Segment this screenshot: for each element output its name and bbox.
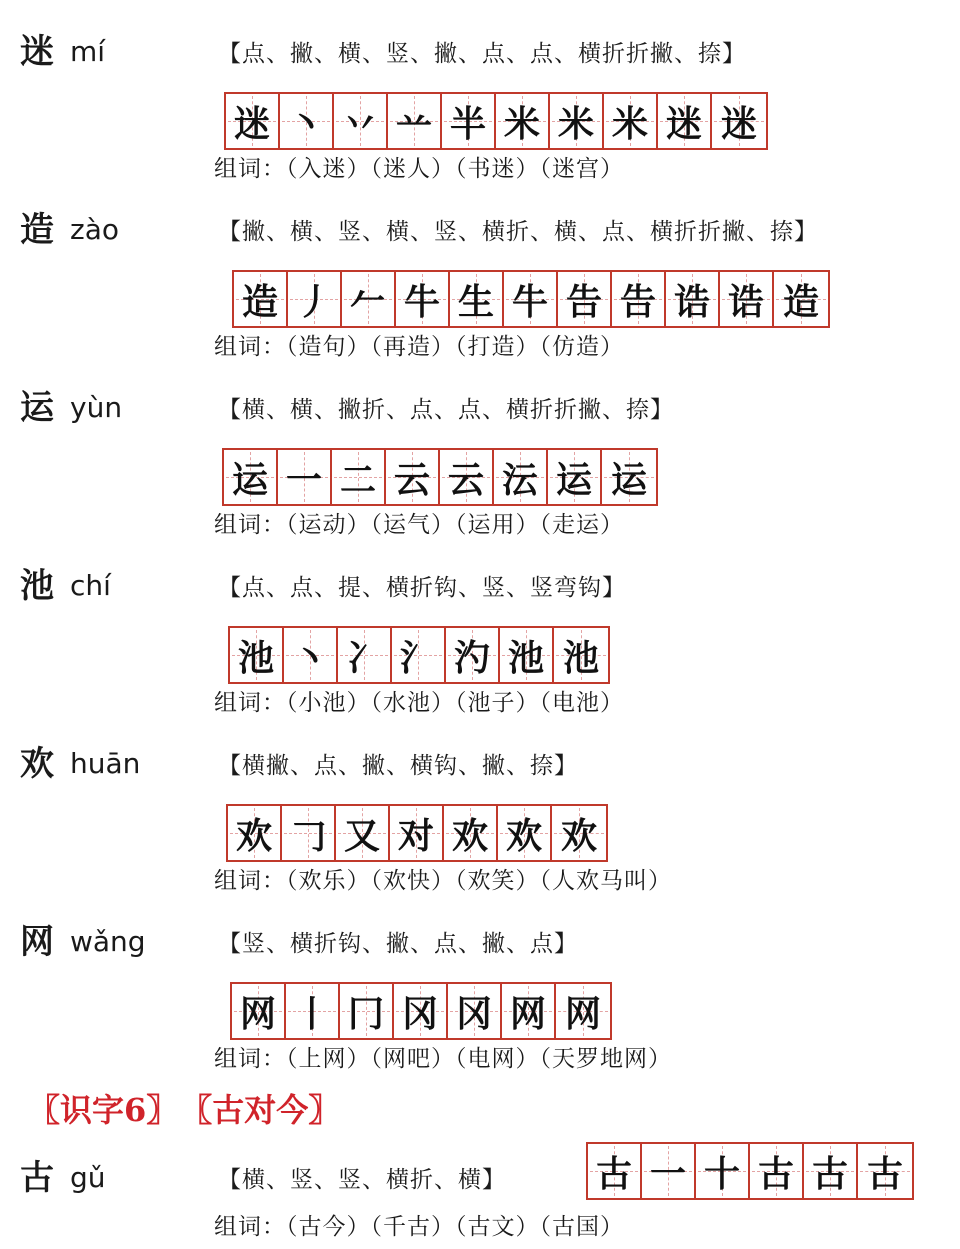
stroke-cell: 古	[804, 1144, 858, 1198]
stroke-cell: 丶	[280, 94, 334, 148]
stroke-cell: 冈	[448, 984, 502, 1038]
stroke-cell: 𠂉	[342, 272, 396, 326]
stroke-grid	[230, 982, 612, 1040]
stroke-cell: 丷	[334, 94, 388, 148]
stroke-cell: 运	[602, 450, 656, 504]
character: 运	[20, 388, 54, 428]
entry-zao	[0, 192, 960, 370]
word-list: 组词：（入迷）（迷人）（书迷）（迷宫）	[214, 156, 624, 182]
entry-huan	[0, 726, 960, 904]
stroke-cell: 冂	[340, 984, 394, 1038]
stroke-cell: 米	[604, 94, 658, 148]
stroke-cell: 迷	[226, 94, 280, 148]
stroke-cell: 网	[232, 984, 286, 1038]
stroke-cell: 网	[502, 984, 556, 1038]
stroke-order-text: 【点、点、提、横折钩、竖、竖弯钩】	[218, 575, 626, 601]
stroke-cell: 迷	[712, 94, 766, 148]
stroke-cell: 欢	[444, 806, 498, 860]
entry-chi	[0, 548, 960, 726]
stroke-cell: 生	[450, 272, 504, 326]
stroke-order-text: 【撇、横、竖、横、竖、横折、横、点、横折折撇、捺】	[218, 219, 818, 245]
stroke-cell: 米	[550, 94, 604, 148]
entry-mi	[0, 14, 960, 192]
stroke-order-text: 【竖、横折钩、撇、点、撇、点】	[218, 931, 578, 957]
stroke-cell: 诰	[666, 272, 720, 326]
stroke-grid	[224, 92, 768, 150]
stroke-cell: 运	[224, 450, 278, 504]
stroke-grid	[232, 270, 830, 328]
pinyin: gǔ	[70, 1161, 106, 1194]
stroke-order-text: 【点、撇、横、竖、撇、点、点、横折折撇、捺】	[218, 41, 746, 67]
pinyin: wǎng	[70, 925, 146, 958]
stroke-cell: 池	[500, 628, 554, 682]
stroke-cell: 云	[440, 450, 494, 504]
word-list: 组词：（运动）（运气）（运用）（走运）	[214, 512, 624, 538]
stroke-cell: 运	[548, 450, 602, 504]
lesson-title: 〖古对今〗	[196, 1091, 341, 1129]
stroke-cell: 沄	[494, 450, 548, 504]
stroke-cell: 米	[496, 94, 550, 148]
stroke-cell: 汋	[446, 628, 500, 682]
stroke-cell: 十	[696, 1144, 750, 1198]
stroke-cell: 造	[774, 272, 828, 326]
stroke-cell: 对	[390, 806, 444, 860]
stroke-cell: 冈	[394, 984, 448, 1038]
word-list: 组词：（小池）（水池）（池子）（电池）	[214, 690, 624, 716]
stroke-cell: 造	[234, 272, 288, 326]
stroke-cell: 冫	[338, 628, 392, 682]
stroke-cell: 丨	[286, 984, 340, 1038]
character: 欢	[20, 744, 54, 784]
stroke-cell: 牛	[396, 272, 450, 326]
character: 古	[20, 1158, 54, 1198]
stroke-cell: 𠃌	[282, 806, 336, 860]
entry-gu	[0, 1140, 960, 1249]
stroke-cell: 䒑	[388, 94, 442, 148]
stroke-cell: 告	[558, 272, 612, 326]
stroke-cell: 古	[588, 1144, 642, 1198]
stroke-grid	[226, 804, 608, 862]
character: 池	[20, 566, 54, 606]
pinyin: zào	[70, 213, 119, 246]
lesson-number: 〖识字6〗	[28, 1091, 179, 1129]
stroke-cell: 丶	[284, 628, 338, 682]
stroke-cell: 二	[332, 450, 386, 504]
stroke-order-text: 【横撇、点、撇、横钩、撇、捺】	[218, 753, 578, 779]
character: 造	[20, 210, 54, 250]
stroke-cell: 丿	[288, 272, 342, 326]
stroke-cell: 一	[278, 450, 332, 504]
word-list: 组词：（古今）（千古）（古文）（古国）	[214, 1214, 624, 1240]
character: 网	[20, 922, 54, 962]
stroke-cell: 网	[556, 984, 610, 1038]
pinyin: yùn	[70, 391, 123, 424]
stroke-cell: 欢	[228, 806, 282, 860]
pinyin: huān	[70, 747, 141, 780]
stroke-cell: 又	[336, 806, 390, 860]
word-list: 组词：（造句）（再造）（打造）（仿造）	[214, 334, 624, 360]
stroke-cell: 氵	[392, 628, 446, 682]
stroke-cell: 牛	[504, 272, 558, 326]
stroke-order-text: 【横、横、撇折、点、点、横折折撇、捺】	[218, 397, 674, 423]
word-list: 组词：（欢乐）（欢快）（欢笑）（人欢马叫）	[214, 868, 672, 894]
lesson-heading	[28, 1090, 358, 1130]
stroke-grid	[228, 626, 610, 684]
pinyin: mí	[70, 35, 106, 68]
stroke-cell: 一	[642, 1144, 696, 1198]
character: 迷	[20, 32, 54, 72]
stroke-cell: 池	[554, 628, 608, 682]
stroke-cell: 告	[612, 272, 666, 326]
stroke-order-text: 【横、竖、竖、横折、横】	[218, 1167, 506, 1193]
stroke-grid	[586, 1142, 914, 1200]
entry-wang	[0, 904, 960, 1082]
stroke-grid	[222, 448, 658, 506]
stroke-cell: 诰	[720, 272, 774, 326]
stroke-cell: 半	[442, 94, 496, 148]
stroke-cell: 古	[750, 1144, 804, 1198]
entry-yun	[0, 370, 960, 548]
stroke-cell: 欢	[552, 806, 606, 860]
pinyin: chí	[70, 569, 111, 602]
stroke-cell: 欢	[498, 806, 552, 860]
stroke-cell: 迷	[658, 94, 712, 148]
stroke-cell: 云	[386, 450, 440, 504]
word-list: 组词：（上网）（网吧）（电网）（天罗地网）	[214, 1046, 672, 1072]
stroke-cell: 古	[858, 1144, 912, 1198]
stroke-cell: 池	[230, 628, 284, 682]
